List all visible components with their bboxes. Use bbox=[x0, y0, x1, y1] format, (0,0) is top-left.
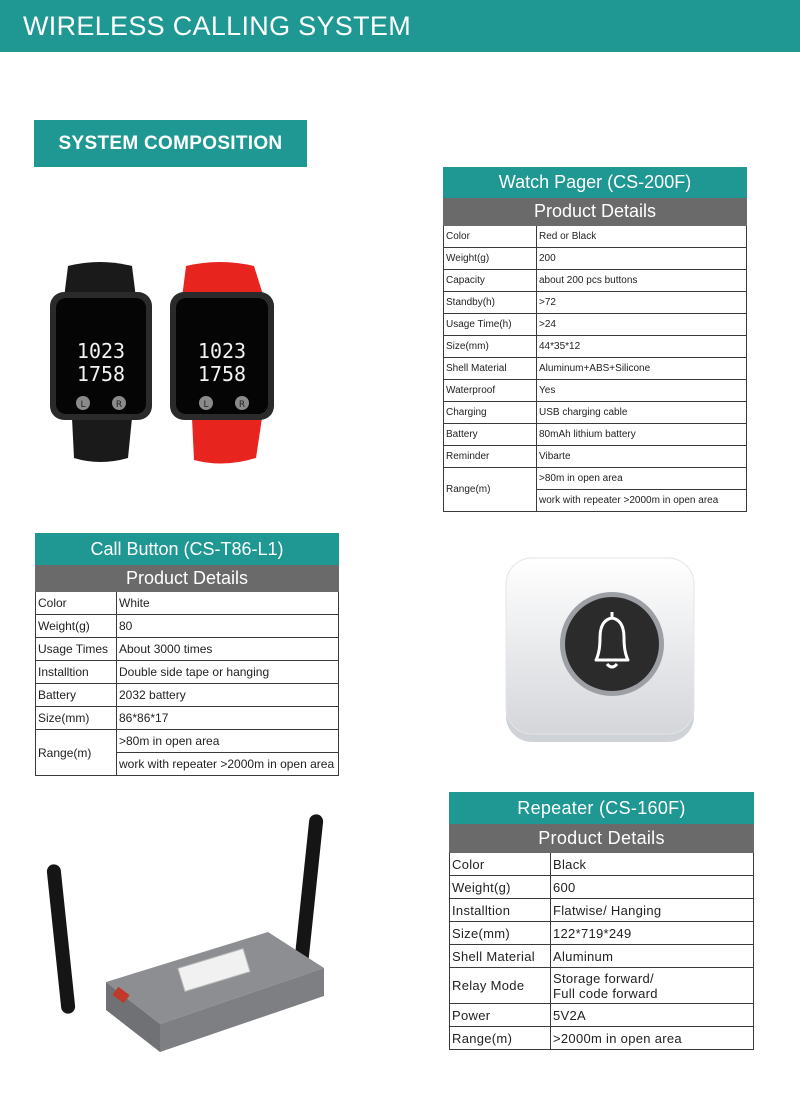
watch-pager-image bbox=[40, 258, 280, 468]
black-watch bbox=[50, 262, 152, 462]
svg-text:R: R bbox=[115, 400, 123, 410]
table-row: Size(mm) 44*35*12 bbox=[444, 336, 747, 358]
table-row: Standby(h) >72 bbox=[444, 292, 747, 314]
table-row: Color White bbox=[36, 592, 339, 615]
call-button-table bbox=[35, 533, 339, 776]
table-row: Weight(g) 200 bbox=[444, 248, 747, 270]
repeater-title: Repeater (CS-160F) bbox=[450, 793, 754, 824]
watch-time-bottom: 1758 bbox=[197, 362, 247, 386]
antenna-left bbox=[46, 864, 76, 1015]
table-row: Power 5V2A bbox=[450, 1004, 754, 1027]
section-title: SYSTEM COMPOSITION bbox=[34, 120, 307, 167]
repeater-table bbox=[449, 792, 754, 1050]
table-row: Weight(g) 600 bbox=[450, 876, 754, 899]
table-row: Range(m) >2000m in open area bbox=[450, 1027, 754, 1050]
watch-pager-subtitle: Product Details bbox=[444, 198, 747, 226]
call-button-subtitle: Product Details bbox=[36, 565, 339, 592]
table-row: Waterproof Yes bbox=[444, 380, 747, 402]
table-row: Charging USB charging cable bbox=[444, 402, 747, 424]
table-row: Installtion Double side tape or hanging bbox=[36, 661, 339, 684]
repeater-image bbox=[40, 808, 340, 1058]
table-row: Range(m) >80m in open area bbox=[36, 730, 339, 753]
table-row: Size(mm) 122*719*249 bbox=[450, 922, 754, 945]
table-row: work with repeater >2000m in open area bbox=[444, 490, 747, 512]
table-row: Shell Material Aluminum bbox=[450, 945, 754, 968]
table-row: Capacity about 200 pcs buttons bbox=[444, 270, 747, 292]
call-button-title: Call Button (CS-T86-L1) bbox=[36, 534, 339, 565]
call-button-image bbox=[496, 552, 706, 752]
page-title: WIRELESS CALLING SYSTEM bbox=[23, 11, 411, 41]
red-watch bbox=[170, 262, 274, 464]
antenna-right bbox=[294, 814, 324, 965]
header-banner bbox=[0, 0, 800, 52]
watch-time-bottom: 1758 bbox=[76, 362, 126, 386]
table-row: Range(m) >80m in open area bbox=[444, 468, 747, 490]
watch-pager-title: Watch Pager (CS-200F) bbox=[444, 168, 747, 198]
svg-text:L: L bbox=[203, 400, 209, 410]
table-row: Battery 80mAh lithium battery bbox=[444, 424, 747, 446]
repeater-subtitle: Product Details bbox=[450, 824, 754, 853]
table-row: work with repeater >2000m in open area bbox=[36, 753, 339, 776]
table-row: Installtion Flatwise/ Hanging bbox=[450, 899, 754, 922]
relay-mode-value: Storage forward/ Full code forward bbox=[551, 968, 754, 1004]
watch-time-top: 1023 bbox=[76, 339, 126, 363]
table-row: Color Red or Black bbox=[444, 226, 747, 248]
watch-time-top: 1023 bbox=[197, 339, 247, 363]
watch-pager-table bbox=[443, 167, 747, 512]
table-row: Weight(g) 80 bbox=[36, 615, 339, 638]
table-row: Usage Time(h) >24 bbox=[444, 314, 747, 336]
table-row: Size(mm) 86*86*17 bbox=[36, 707, 339, 730]
table-row: Reminder Vibarte bbox=[444, 446, 747, 468]
svg-text:R: R bbox=[238, 400, 246, 410]
table-row: Color Black bbox=[450, 853, 754, 876]
table-row: Shell Material Aluminum+ABS+Silicone bbox=[444, 358, 747, 380]
table-row: Usage Times About 3000 times bbox=[36, 638, 339, 661]
table-row: Relay Mode Storage forward/ Full code forward bbox=[450, 968, 754, 1004]
svg-text:L: L bbox=[80, 400, 86, 410]
table-row: Battery 2032 battery bbox=[36, 684, 339, 707]
